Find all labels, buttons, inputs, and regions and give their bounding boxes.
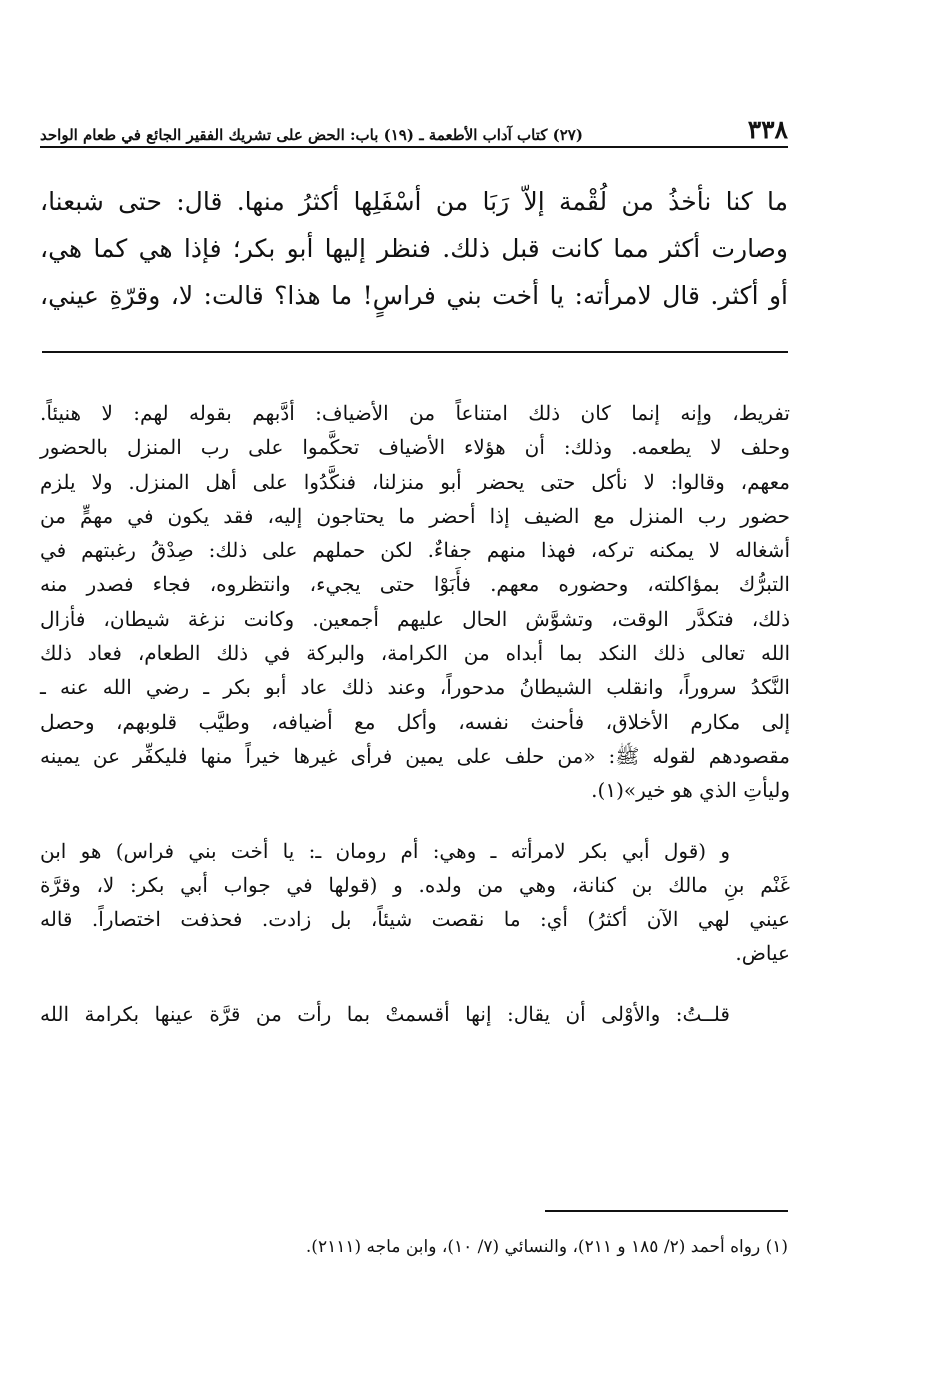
running-title: (٢٧) كتاب آداب الأطعمة ـ (١٩) باب: الحض على تشريك الفقير الجائع في طعام الواحد bbox=[40, 126, 583, 144]
footnote: (١) رواه أحمد (٢/ ١٨٥ و ٢١١)، والنسائي (٧/ ١٠)، وابن ماجه (٢١١١). bbox=[305, 1237, 788, 1257]
commentary-line: الله تعالى ذلك النكد بما أبداه من الكرامة، والبركة في ذلك الطعام، فعاد ذلك bbox=[40, 641, 790, 666]
commentary-line: وليأتِ الذي هو خير»(١). bbox=[591, 778, 790, 803]
footnote-divider bbox=[545, 1210, 788, 1212]
commentary-line: ذلك، فتكدَّر الوقت، وتشوَّش الحال عليهم أجمعين. وكانت نزغة شيطان، فأزال bbox=[40, 606, 790, 631]
commentary-line: وحلف لا يطعمه. وذلك: أن هؤلاء الأضياف تحكَّموا على رب المنزل بالحضور bbox=[40, 435, 790, 460]
commentary-line: معهم، وقالوا: لا نأكل حتى يحضر أبو منزلنا، فنكَّدُوا على أهل المنزل. ولا يلزم bbox=[40, 469, 790, 494]
commentary-line: أشغاله لا يمكنه تركه، فهذا منهم جفاءٌ. لكن حملهم على ذلك: صِدْقُ رغبتهم في bbox=[40, 538, 790, 563]
commentary-line: و (قول أبي بكر لامرأته ـ وهي: أم رومان ـ: يا أخت بني فراس) هو ابن bbox=[40, 838, 730, 863]
commentary-line: النَّكدُ سروراً، وانقلب الشيطانُ مدحوراً، وعند ذلك عاد أبو بكر ـ رضي الله عنه ـ bbox=[40, 675, 790, 700]
page-number: ٣٣٨ bbox=[747, 115, 788, 144]
hadith-line: ما كنا نأخذُ من لُقْمة إلاّ رَبَا من أسْفَلِها أكثرُ منها. قال: حتى شبعنا، bbox=[40, 187, 788, 216]
paragraph-gap bbox=[40, 971, 790, 997]
paragraph-gap bbox=[40, 808, 790, 834]
page-header bbox=[40, 108, 788, 144]
hadith-line: وصارت أكثر مما كانت قبل ذلك. فنظر إليها أبو بكر؛ فإذا هي كما هي، bbox=[40, 234, 788, 263]
commentary-line: تفريط، وإنه إنما كان ذلك امتناعاً من الأضياف: أدَّبهم بقوله لهم: لا هنيئاً. bbox=[40, 401, 790, 425]
commentary bbox=[40, 396, 790, 1031]
commentary-line: غَنْم بنِ مالك بن كنانة، وهي من ولده. و (قولها في جواب أبي بكر: لا، وقرَّة bbox=[40, 872, 790, 897]
hadith-line: أو أكثر. قال لامرأته: يا أخت بني فراسٍ! ما هذا؟ قالت: لا، وقرّةِ عيني، bbox=[40, 281, 788, 310]
commentary-line: قلــتُ: والأوْلى أن يقال: إنها أقسمتْ بما رأت من قرَّة عينها بكرامة الله bbox=[40, 1001, 730, 1026]
commentary-line: إلى مكارم الأخلاق، فأحنث نفسه، وأكل مع أضيافه، وطيَّب قلوبهم، وحصل bbox=[40, 709, 790, 734]
commentary-line: التبرُّك بمؤاكلته، وحضوره معهم. فأَبَوْا حتى يجيء، وانتظروه، فجاء فصدر منه bbox=[40, 572, 790, 597]
commentary-line: عيني لهي الآن أكثرُ) أي: ما نقصت شيئاً، بل زادت. فحذفت اختصاراً. قاله bbox=[40, 907, 790, 932]
commentary-line: عياض. bbox=[735, 941, 790, 966]
header-rule bbox=[40, 146, 788, 148]
section-divider bbox=[42, 351, 788, 353]
hadith-text bbox=[40, 178, 788, 319]
commentary-line: مقصودهم لقوله ﷺ: «من حلف على يمين فرأى غيرها خيراً منها فليكفِّر عن يمينه bbox=[40, 743, 790, 768]
commentary-line: حضور رب المنزل مع الضيف إذا أحضر ما يحتاجون إليه، فقد يكون في مهمٍّ من bbox=[40, 503, 790, 528]
